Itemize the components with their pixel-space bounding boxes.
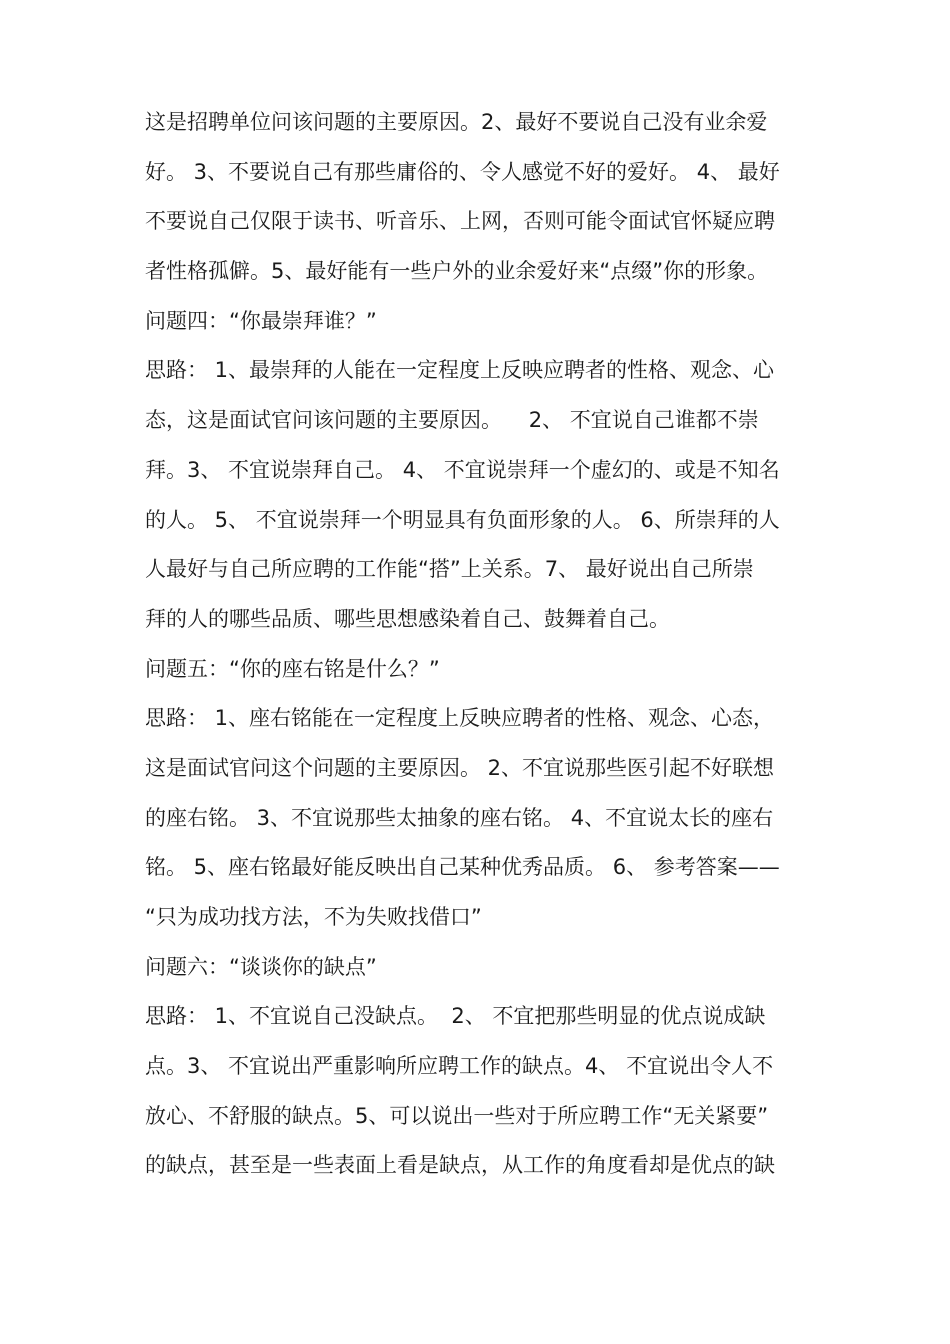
text-line: 这是招聘单位问该问题的主要原因。2、最好不要说自己没有业余爱 <box>145 110 768 134</box>
text-line: 拜的人的哪些品质、哪些思想感染着自己、鼓舞着自己。 <box>145 606 670 631</box>
question-heading: 问题五：“你的座右铭是什么？” <box>145 656 440 681</box>
text-line: 放心、不舒服的缺点。5、可以说出一些对于所应聘工作“无关紧要” <box>145 1103 769 1128</box>
text-line: 的缺点，甚至是一些表面上看是缺点，从工作的角度看却是优点的缺 <box>145 1153 775 1178</box>
question-heading: 问题六：“谈谈你的缺点” <box>145 954 377 979</box>
text-line: 人最好与自己所应聘的工作能“搭”上关系。7、 最好说出自己所崇 <box>145 557 754 582</box>
text-line: 点。3、 不宜说出严重影响所应聘工作的缺点。4、 不宜说出令人不 <box>145 1054 774 1079</box>
text-line: 拜。3、 不宜说崇拜自己。 4、 不宜说崇拜一个虚幻的、或是不知名 <box>145 457 780 482</box>
text-line: 者性格孤僻。5、最好能有一些户外的业余爱好来“点缀”你的形象。 <box>145 259 769 284</box>
text-line: “只为成功找方法，不为失败找借口” <box>145 905 482 929</box>
text-line: 态，这是面试官问该问题的主要原因。 2、 不宜说自己谁都不崇 <box>145 408 759 433</box>
text-line: 的人。 5、 不宜说崇拜一个明显具有负面形象的人。 6、所崇拜的人 <box>145 507 780 532</box>
text-line: 思路： 1、座右铭能在一定程度上反映应聘者的性格、观念、心态， <box>145 706 775 731</box>
text-line: 的座右铭。 3、不宜说那些太抽象的座右铭。 4、不宜说太长的座右 <box>145 805 774 830</box>
text-line: 思路： 1、不宜说自己没缺点。 2、 不宜把那些明显的优点说成缺 <box>145 1004 766 1029</box>
question-heading: 问题四：“你最崇拜谁？” <box>145 308 377 333</box>
body-text <box>145 98 825 1191</box>
text-line: 思路： 1、最崇拜的人能在一定程度上反映应聘者的性格、观念、心 <box>145 358 775 383</box>
text-line: 好。 3、不要说自己有那些庸俗的、令人感觉不好的爱好。 4、 最好 <box>145 159 780 184</box>
text-line: 这是面试官问这个问题的主要原因。 2、不宜说那些医引起不好联想 <box>145 755 775 780</box>
text-line: 不要说自己仅限于读书、听音乐、上网，否则可能令面试官怀疑应聘 <box>145 209 775 234</box>
text-line: 铭。 5、座右铭最好能反映出自己某种优秀品质。 6、 参考答案—— <box>145 855 780 880</box>
